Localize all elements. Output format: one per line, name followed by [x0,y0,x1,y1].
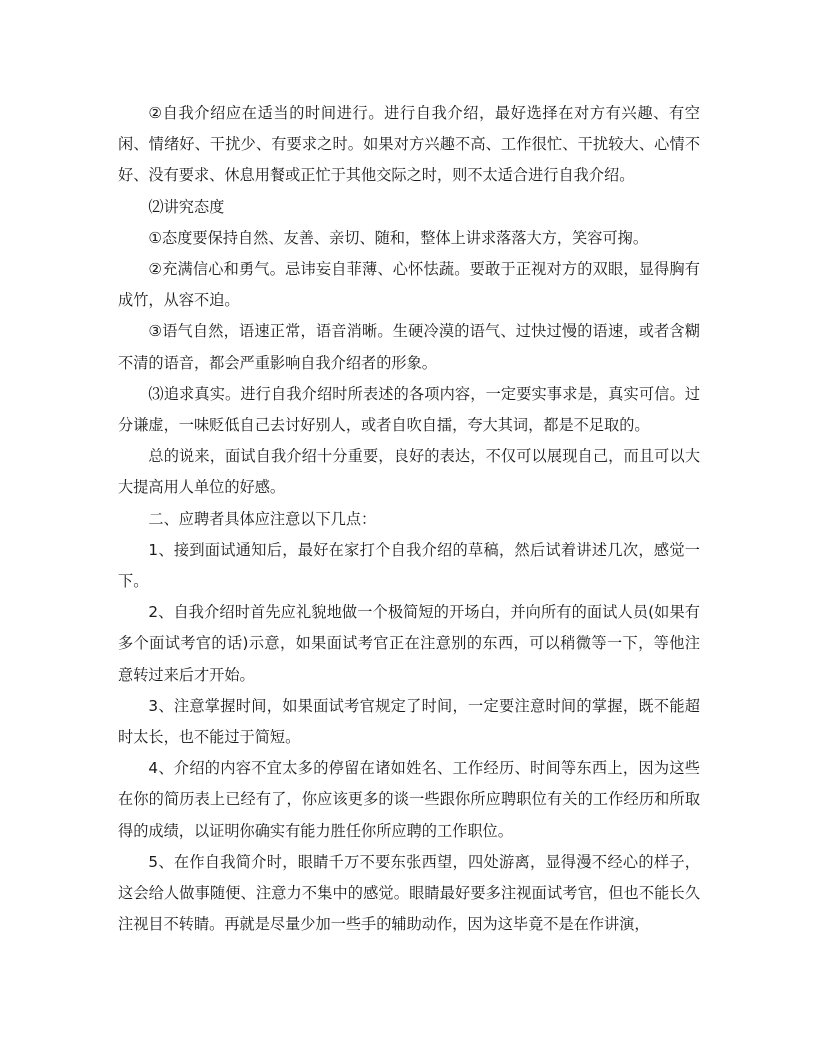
section-heading-notes: 二、应聘者具体应注意以下几点： [148,509,377,528]
paragraph-timing: ②自我介绍应在适当的时间进行。进行自我介绍，最好选择在对方有兴趣、有空闲、情绪好、干扰少、有要求之时。如果对方兴趣不高、工作很忙、干扰较大、心情不好、没有要求、休息用餐或正忙于其他交际之时，则不太适合进行自我介绍。 [118,104,700,185]
document-body [118,98,700,940]
paragraph-truthfulness: ⑶追求真实。进行自我介绍时所表述的各项内容，一定要实事求是，真实可信。过分谦虚，一味贬低自己去讨好别人，或者自吹自擂，夸大其词，都是不足取的。 [118,384,700,435]
paragraph-tone: ③语气自然，语速正常，语音消晰。生硬冷漠的语气、过快过慢的语速，或者含糊不清的语音，都会严重影响自我介绍者的形象。 [118,322,700,372]
paragraph-attitude-natural: ①态度要保持自然、友善、亲切、随和，整体上讲求落落大方，笑容可掬。 [148,228,649,247]
list-item-3: 3、注意掌握时间，如果面试考官规定了时间，一定要注意时间的掌握，既不能超时太长，也不能过于简短。 [118,696,700,747]
list-item-5: 5、在作自我简介时，眼睛千万不要东张西望，四处游离，显得漫不经心的样子，这会给人做事随便、注意力不集中的感觉。眼睛最好要多注视面试考官，但也不能长久注视目不转睛。再就是尽量少加一些手的辅助动作，因为这毕竟不是在作讲演， [118,852,700,934]
paragraph-attitude-heading: ⑵讲究态度 [148,197,225,216]
paragraph-summary: 总的说来，面试自我介绍十分重要，良好的表达，不仅可以展现自己，而且可以大大提高用人单位的好感。 [118,447,700,497]
paragraph-confidence: ②充满信心和勇气。忌讳妄自菲薄、心怀怯蔬。要敢于正视对方的双眼，显得胸有成竹，从容不迫。 [118,260,700,310]
list-item-1: 1、接到面试通知后，最好在家打个自我介绍的草稿，然后试着讲述几次，感觉一下。 [118,540,700,591]
list-item-4: 4、介绍的内容不宜太多的停留在诸如姓名、工作经历、时间等东西上，因为这些在你的简历表上已经有了，你应该更多的谈一些跟你所应聘职位有关的工作经历和所取得的成绩，以证明你确实有能力胜任你所应聘的工作职位。 [118,759,700,840]
list-item-2: 2、自我介绍时首先应礼貌地做一个极简短的开场白，并向所有的面试人员(如果有多个面试考官的话)示意，如果面试考官正在注意别的东西，可以稍微等一下，等他注意转过来后才开始。 [118,603,700,684]
